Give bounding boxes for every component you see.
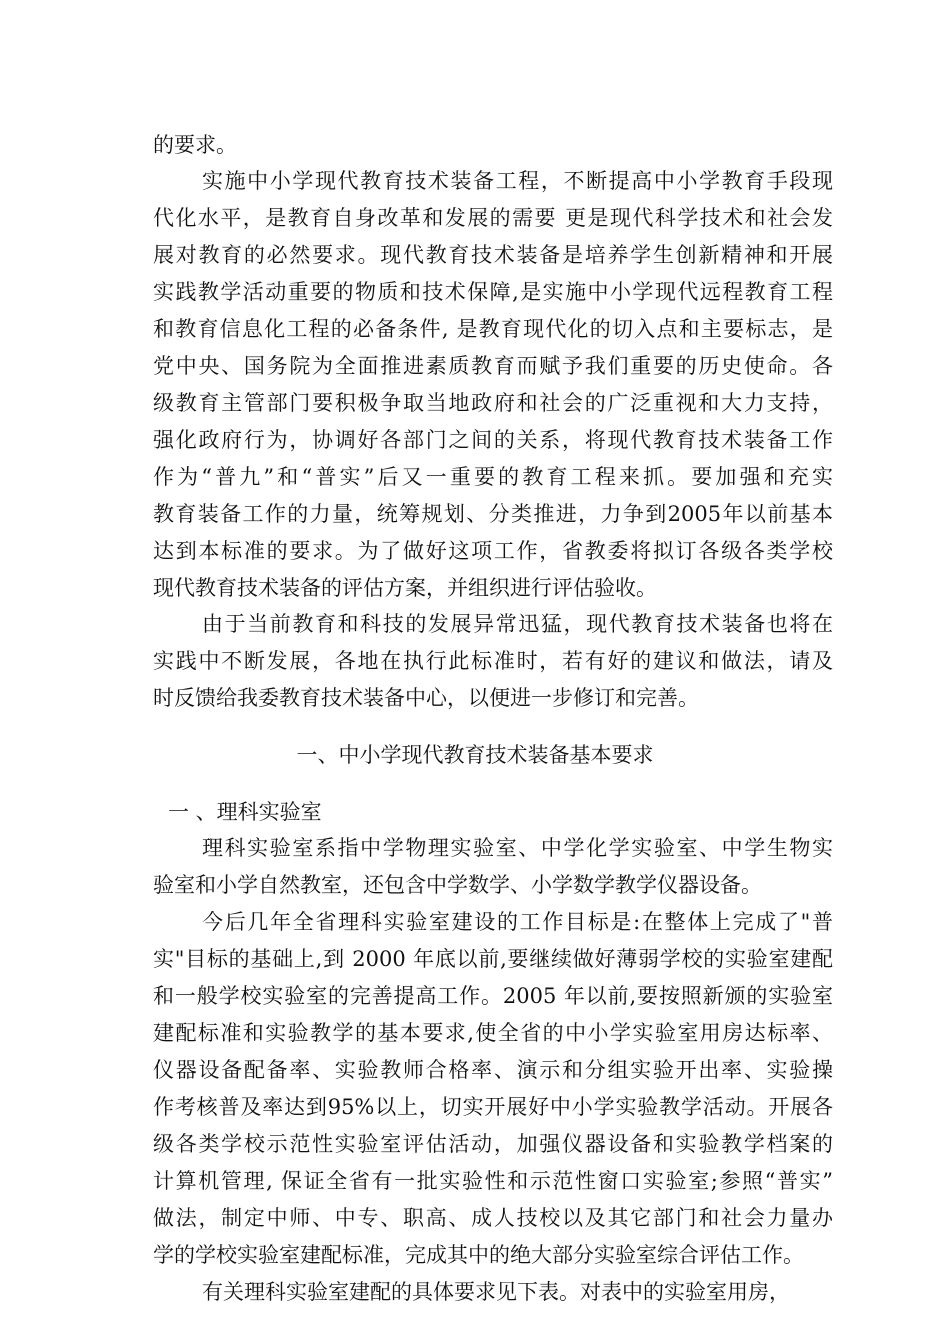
text-line: 强化政府行为，协调好各部门之间的关系，将现代教育技术装备工作 (153, 428, 833, 452)
text-line: 党中央、国务院为全面推进素质教育而赋予我们重要的历史使命。各 (153, 354, 833, 378)
text-line: 实践教学活动重要的物质和技术保障,是实施中小学现代远程教育工程 (153, 280, 833, 304)
text-line: 和教育信息化工程的必备条件, 是教育现代化的切入点和主要标志，是 (153, 317, 833, 341)
text-line: 作为“普九”和“普实”后又一重要的教育工程来抓。要加强和充实 (153, 465, 833, 489)
text-line: 由于当前教育和科技的发展异常迅猛，现代教育技术装备也将在 (202, 612, 833, 636)
text-line: 学的学校实验室建配标准，完成其中的绝大部分实验室综合评估工作。 (153, 1243, 804, 1267)
text-line: 展对教育的必然要求。现代教育技术装备是培养学生创新精神和开展 (153, 243, 833, 267)
text-line: 理科实验室系指中学物理实验室、中学化学实验室、中学生物实 (202, 836, 833, 860)
text-line: 达到本标准的要求。为了做好这项工作，省教委将拟订各级各类学校 (153, 539, 833, 563)
text-line: 代化水平，是教育自身改革和发展的需要 更是现代科学技术和社会发 (153, 206, 833, 230)
text-line: 教育装备工作的力量，统筹规划、分类推进，力争到2005年以前基本 (153, 502, 833, 526)
text-line: 级教育主管部门要积极争取当地政府和社会的广泛重视和大力支持， (153, 391, 833, 415)
text-line: 实施中小学现代教育技术装备工程，不断提高中小学教育手段现 (202, 169, 833, 193)
text-line: 和一般学校实验室的完善提高工作。2005 年以前,要按照新颁的实验室 (153, 984, 833, 1008)
section-heading: 一、中小学现代教育技术装备基本要求 (296, 743, 654, 767)
text-line: 作考核普及率达到95%以上，切实开展好中小学实验教学活动。开展各 (153, 1095, 833, 1119)
text-line: 级各类学校示范性实验室评估活动，加强仪器设备和实验教学档案的 (153, 1132, 833, 1156)
text-line: 实"目标的基础上,到 2000 年底以前,要继续做好薄弱学校的实验室建配 (153, 947, 833, 971)
text-line: 做法，制定中师、中专、职高、成人技校以及其它部门和社会力量办 (153, 1206, 833, 1230)
text-line: 的要求。 (153, 133, 237, 157)
text-line: 建配标准和实验教学的基本要求,使全省的中小学实验室用房达标率、 (153, 1021, 833, 1045)
text-line: 现代教育技术装备的评估方案，并组织进行评估验收。 (153, 576, 657, 600)
text-line: 仪器设备配备率、实验教师合格率、演示和分组实验开出率、实验操 (153, 1058, 833, 1082)
text-line: 有关理科实验室建配的具体要求见下表。对表中的实验室用房， (202, 1280, 790, 1304)
text-line: 今后几年全省理科实验室建设的工作目标是:在整体上完成了"普 (202, 910, 833, 934)
text-line: 时反馈给我委教育技术装备中心，以便进一步修订和完善。 (153, 686, 699, 710)
text-line: 计算机管理, 保证全省有一批实验性和示范性窗口实验室;参照“普实” (153, 1169, 833, 1193)
text-line: 实践中不断发展，各地在执行此标准时，若有好的建议和做法，请及 (153, 649, 833, 673)
text-line: 验室和小学自然教室，还包含中学数学、小学数学教学仪器设备。 (153, 873, 762, 897)
subsection-heading: 一 、理科实验室 (168, 800, 322, 824)
